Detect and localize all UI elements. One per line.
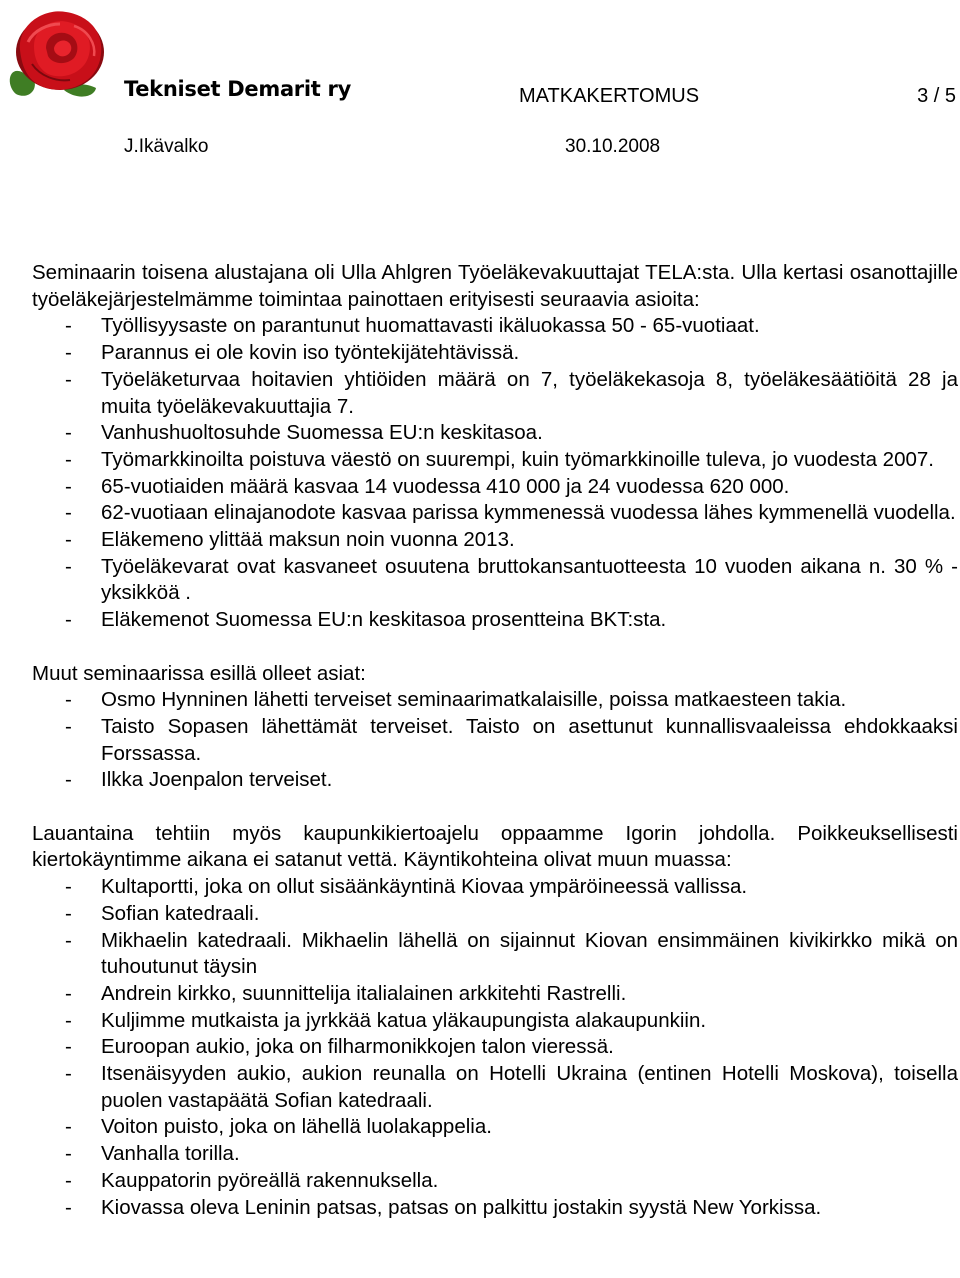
list-item: - 62-vuotiaan elinajanodote kasvaa parissa kymmenessä vuodessa lähes kymmenellä vuodella. [32, 500, 958, 527]
list-item: - Euroopan aukio, joka on filharmonikkojen talon vieressä. [32, 1034, 958, 1061]
list-item: - Taisto Sopasen lähettämät terveiset. Taisto on asettunut kunnallisvaaleissa ehdokkaaksi Forssassa. [32, 714, 958, 767]
list-item: - 65-vuotiaiden määrä kasvaa 14 vuodessa 410 000 ja 24 vuodessa 620 000. [32, 474, 958, 501]
section1-list [32, 313, 958, 633]
author-name: J.Ikävalko [124, 136, 209, 157]
list-item: - Vanhushuoltosuhde Suomessa EU:n keskitasoa. [32, 420, 958, 447]
section3-list [32, 874, 958, 1221]
list-item: - Osmo Hynninen lähetti terveiset seminaarimatkalaisille, poissa matkaesteen takia. [32, 687, 958, 714]
list-item: - Kultaportti, joka on ollut sisäänkäyntinä Kiovaa ympäröineessä vallissa. [32, 874, 958, 901]
list-item: - Työeläketurvaa hoitavien yhtiöiden määrä on 7, työeläkekasoja 8, työeläkesäätiöitä 28 ja muita työeläkevakuuttajia 7. [32, 367, 958, 420]
list-item: - Andrein kirkko, suunnittelija italialainen arkkitehti Rastrelli. [32, 981, 958, 1008]
document-date: 30.10.2008 [565, 136, 661, 157]
page-number: 3 / 5 [917, 85, 956, 107]
list-item: - Voiton puisto, joka on lähellä luolakappelia. [32, 1114, 958, 1141]
list-item: - Työeläkevarat ovat kasvaneet osuutena bruttokansantuotteesta 10 vuoden aikana n. 30 % -yksikköä . [32, 554, 958, 607]
list-item: - Työmarkkinoilta poistuva väestö on suurempi, kuin työmarkkinoille tuleva, jo vuodesta 2007. [32, 447, 958, 474]
section2-intro: Muut seminaarissa esillä olleet asiat: [32, 661, 366, 685]
document-title: MATKAKERTOMUS [519, 85, 700, 107]
section3-intro: Lauantaina tehtiin myös kaupunkikiertoajelu oppaamme Igorin johdolla. Poikkeuksellisesti kiertokäyntimme aikana ei satanut vettä. Käyntikohteina olivat muun muassa: [32, 821, 958, 872]
list-item: - Itsenäisyyden aukio, aukion reunalla on Hotelli Ukraina (entinen Hotelli Moskova), toisella puolen vastapäätä Sofian katedraali. [32, 1061, 958, 1114]
organization-name: Tekniset Demarit ry [124, 77, 351, 101]
list-item: - Kiovassa oleva Leninin patsas, patsas on palkittu jostakin syystä New Yorkissa. [32, 1195, 958, 1222]
list-item: - Eläkemenot Suomessa EU:n keskitasoa prosentteina BKT:sta. [32, 607, 958, 634]
rose-icon [4, 2, 112, 106]
list-item: - Vanhalla torilla. [32, 1141, 958, 1168]
list-item: - Työllisyysaste on parantunut huomattavasti ikäluokassa 50 - 65-vuotiaat. [32, 313, 958, 340]
list-item: - Mikhaelin katedraali. Mikhaelin lähellä on sijainnut Kiovan ensimmäinen kivikirkko mikä on tuhoutunut täysin [32, 928, 958, 981]
list-item: - Ilkka Joenpalon terveiset. [32, 767, 958, 794]
section2-list [32, 687, 958, 794]
document-body [32, 260, 958, 1221]
list-item: - Eläkemeno ylittää maksun noin vuonna 2013. [32, 527, 958, 554]
list-item: - Parannus ei ole kovin iso työntekijätehtävissä. [32, 340, 958, 367]
list-item: - Sofian katedraali. [32, 901, 958, 928]
list-item: - Kauppatorin pyöreällä rakennuksella. [32, 1168, 958, 1195]
section1-intro: Seminaarin toisena alustajana oli Ulla Ahlgren Työeläkevakuuttajat TELA:sta. Ulla kertasi osanottajille työeläkejärjestelmämme toimintaa painottaen erityisesti seuraavia asioita: [32, 261, 958, 311]
list-item: - Kuljimme mutkaista ja jyrkkää katua yläkaupungista alakaupunkiin. [32, 1008, 958, 1035]
